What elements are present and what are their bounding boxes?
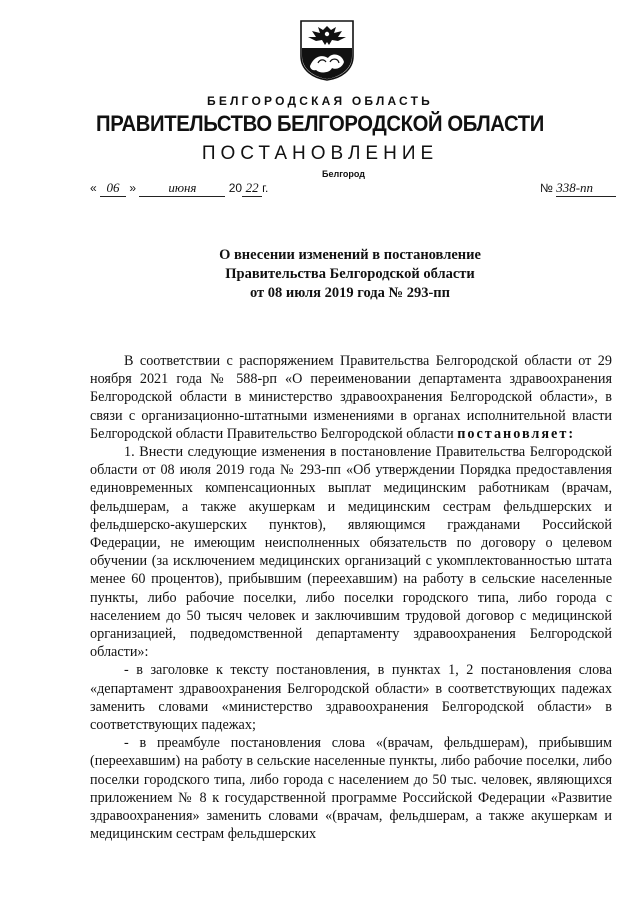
- number-prefix: №: [540, 181, 553, 195]
- region-heading: БЕЛГОРОДСКАЯ ОБЛАСТЬ: [207, 94, 433, 108]
- date-year: 22: [242, 180, 262, 197]
- date-close-quote: »: [129, 181, 137, 195]
- document-date: [90, 180, 268, 197]
- body-paragraph-change-title: - в заголовке к тексту постановления, в пунктах 1, 2 постановления слова «департамент здравоохранения Белгородской области» в соответствующих падежах заменить словами «министерство здравоохранения Белгородской области» в соответствующих падежах;: [90, 662, 612, 734]
- title-line-3: от 08 июля 2019 года № 293-пп: [250, 285, 450, 301]
- date-day: 06: [100, 180, 126, 197]
- title-line-1: О внесении изменений в постановление: [219, 247, 481, 263]
- document-title: [0, 246, 640, 303]
- document-number: [540, 180, 616, 197]
- date-year-suffix: г.: [262, 181, 269, 195]
- body-paragraph-item-1: 1. Внести следующие изменения в постановление Правительства Белгородской области от 08 июля 2019 года № 293-пп «Об утверждении Порядка предоставления единовременных компенсационных выплат медицинским работникам (врачам, фельдшерам, а также акушеркам и медицинским сестрам фельдшерских и фельдшерско-акушерских пунктов), являющимся гражданами Российской Федерации, не имеющим неисполненных обязательств по договору о целевом обучении (за исключением медицинских организаций с укомплектованностью штата менее 60 процентов), прибывшим (переехавшим) на работу в сельские населенные пункты, либо рабочие поселки, либо поселки городского типа, либо города с населением до 50 тысяч человек и заключившим трудовой договор с медицинской организацией, подведомственной департаменту здравоохранения Белгородской области»:: [90, 444, 612, 661]
- body-paragraph-preamble: [90, 352, 612, 443]
- coat-of-arms-emblem: [298, 18, 356, 82]
- date-month: июня: [139, 180, 225, 197]
- date-year-prefix: 20: [228, 181, 243, 195]
- document-type-heading: ПОСТАНОВЛЕНИЕ: [201, 143, 439, 164]
- document-body: [90, 352, 612, 843]
- city-label: Белгород: [322, 169, 365, 179]
- government-heading: ПРАВИТЕЛЬСТВО БЕЛГОРОДСКОЙ ОБЛАСТИ: [96, 111, 544, 136]
- number-value: 338-пп: [556, 180, 616, 197]
- body-paragraph-change-preamble: - в преамбуле постановления слова «(врачам, фельдшерам), прибывшим (переехавшим) на работу в сельские населенные пункты, либо рабочие поселки, либо поселки городского типа, либо города с населением до 50 тыс. человек, являющихся приложением № 8 к государственной программе Российской Федерации «Развитие здравоохранения» заменить словами «(врачам, фельдшерам, а также акушеркам и медицинским сестрам фельдшерских: [90, 735, 612, 843]
- title-line-2: Правительства Белгородской области: [225, 266, 475, 282]
- preamble-text: В соответствии с распоряжением Правительства Белгородской области от 29 ноября 2021 года № 588-рп «О переименовании департамента здравоохранения Белгородской области в министерство здравоохранения Белгородской области», в связи с организационно-штатными изменениями в органах исполнительной власти Белгородской области Правительство Белгородской области: [90, 353, 612, 442]
- resolves-keyword: постановляет:: [457, 425, 576, 442]
- date-open-quote: «: [90, 181, 97, 195]
